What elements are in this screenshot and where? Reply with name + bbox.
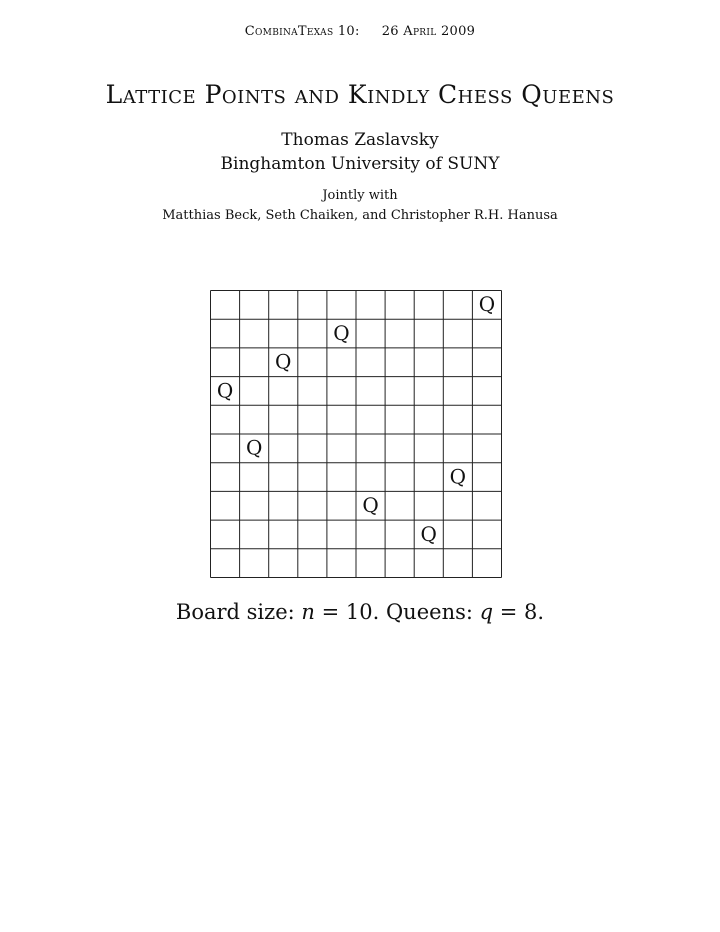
chess-board-grid: [210, 290, 502, 578]
coauthor-intro: Jointly with: [322, 188, 398, 203]
chess-board: [210, 290, 502, 578]
caption-q-variable: q: [479, 600, 494, 624]
queen-marker: Q: [216, 378, 234, 403]
coauthor-names: Matthias Beck, Seth Chaiken, and Christopher R.H. Hanusa: [162, 208, 558, 223]
caption-queens-label: Queens:: [385, 600, 473, 624]
queen-marker: Q: [275, 349, 292, 374]
page-header: [0, 24, 720, 39]
queen-marker: Q: [478, 292, 496, 317]
author-name: Thomas Zaslavsky: [281, 130, 439, 150]
queen-marker: Q: [333, 320, 350, 345]
queen-marker: Q: [420, 521, 437, 546]
page-title: Lattice Points and Kindly Chess Queens: [105, 80, 615, 109]
author-affiliation: Binghamton University of SUNY: [220, 154, 500, 174]
author-block: [0, 128, 720, 176]
coauthor-block: [0, 186, 720, 226]
caption-q-value: = 8.: [499, 600, 545, 624]
caption-n-value: = 10.: [321, 600, 380, 624]
queen-marker: Q: [449, 464, 467, 489]
queen-marker: Q: [362, 493, 379, 518]
queen-marker: Q: [245, 435, 263, 460]
caption-n-variable: n: [301, 600, 315, 624]
header-date: 26 April 2009: [381, 24, 476, 39]
board-caption: [0, 600, 720, 624]
header-event: CombinaTexas 10:: [244, 24, 360, 39]
caption-board-label: Board size:: [175, 600, 295, 624]
